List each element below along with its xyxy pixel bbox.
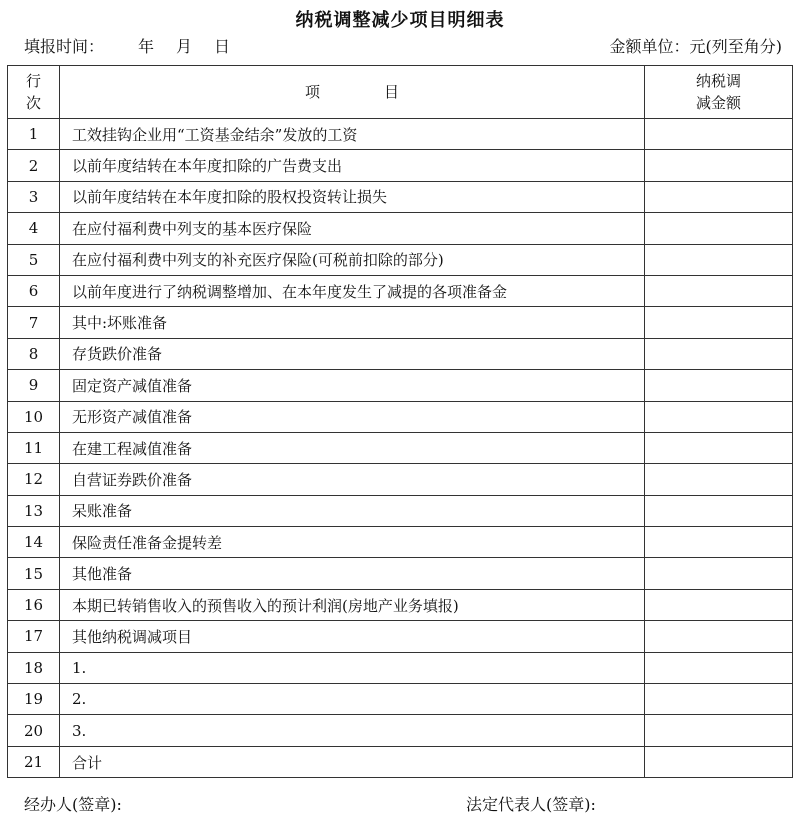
line-no-cell: 9 — [8, 370, 60, 401]
table-row — [8, 684, 793, 715]
item-cell: 其他准备 — [60, 558, 645, 589]
item-cell: 合计 — [60, 746, 645, 777]
line-no-cell: 5 — [8, 244, 60, 275]
amount-cell[interactable] — [645, 652, 793, 683]
table-row — [8, 715, 793, 746]
amount-cell[interactable] — [645, 307, 793, 338]
item-cell: 本期已转销售收入的预售收入的预计利润(房地产业务填报) — [60, 589, 645, 620]
item-cell: 3. — [60, 715, 645, 746]
detail-table — [7, 65, 793, 778]
item-cell: 保险责任准备金提转差 — [60, 527, 645, 558]
line-no-cell: 13 — [8, 495, 60, 526]
item-cell: 其中:坏账准备 — [60, 307, 645, 338]
table-row — [8, 652, 793, 683]
amount-cell[interactable] — [645, 464, 793, 495]
table-row — [8, 370, 793, 401]
line-no-cell: 7 — [8, 307, 60, 338]
item-cell: 自营证券跌价准备 — [60, 464, 645, 495]
amount-cell[interactable] — [645, 275, 793, 306]
table-row — [8, 621, 793, 652]
item-cell: 2. — [60, 684, 645, 715]
amount-cell[interactable] — [645, 527, 793, 558]
fill-date-year: 年 — [138, 37, 155, 56]
table-row — [8, 401, 793, 432]
item-cell: 在应付福利费中列支的基本医疗保险 — [60, 213, 645, 244]
amount-cell[interactable] — [645, 621, 793, 652]
amount-cell[interactable] — [645, 558, 793, 589]
header-amount: 纳税调 减金额 — [645, 66, 793, 119]
page-title: 纳税调整减少项目明细表 — [295, 10, 505, 31]
table-row — [8, 181, 793, 212]
item-cell: 固定资产减值准备 — [60, 370, 645, 401]
table-header-row — [8, 66, 793, 119]
fill-date-month: 月 — [176, 37, 193, 56]
amount-cell[interactable] — [645, 401, 793, 432]
table-row — [8, 495, 793, 526]
handler-signature: 经办人(签章): — [24, 795, 122, 814]
item-cell: 在建工程减值准备 — [60, 432, 645, 463]
line-no-cell: 10 — [8, 401, 60, 432]
item-cell: 以前年度结转在本年度扣除的广告费支出 — [60, 150, 645, 181]
line-no-cell: 3 — [8, 181, 60, 212]
item-cell: 其他纳税调减项目 — [60, 621, 645, 652]
line-no-cell: 15 — [8, 558, 60, 589]
amount-cell[interactable] — [645, 495, 793, 526]
amount-cell[interactable] — [645, 244, 793, 275]
item-cell: 无形资产减值准备 — [60, 401, 645, 432]
header-line-no: 行 次 — [8, 66, 60, 119]
amount-cell[interactable] — [645, 338, 793, 369]
item-cell: 工效挂钩企业用“工资基金结余”发放的工资 — [60, 119, 645, 150]
amount-cell[interactable] — [645, 746, 793, 777]
table-row — [8, 213, 793, 244]
fill-date-day: 日 — [214, 37, 231, 56]
amount-cell[interactable] — [645, 684, 793, 715]
line-no-cell: 6 — [8, 275, 60, 306]
line-no-cell: 17 — [8, 621, 60, 652]
table-row — [8, 432, 793, 463]
line-no-cell: 11 — [8, 432, 60, 463]
fill-date-label: 填报时间： — [24, 37, 105, 56]
item-cell: 1. — [60, 652, 645, 683]
item-cell: 以前年度结转在本年度扣除的股权投资转让损失 — [60, 181, 645, 212]
amount-cell[interactable] — [645, 150, 793, 181]
table-row — [8, 589, 793, 620]
line-no-cell: 1 — [8, 119, 60, 150]
line-no-cell: 12 — [8, 464, 60, 495]
line-no-cell: 14 — [8, 527, 60, 558]
table-row — [8, 275, 793, 306]
line-no-cell: 4 — [8, 213, 60, 244]
amount-cell[interactable] — [645, 715, 793, 746]
table-row — [8, 558, 793, 589]
amount-cell[interactable] — [645, 213, 793, 244]
legal-rep-signature: 法定代表人(签章): — [466, 795, 596, 814]
amount-cell[interactable] — [645, 370, 793, 401]
table-row — [8, 150, 793, 181]
line-no-cell: 19 — [8, 684, 60, 715]
line-no-cell: 16 — [8, 589, 60, 620]
line-no-cell: 2 — [8, 150, 60, 181]
amount-cell[interactable] — [645, 589, 793, 620]
table-row — [8, 464, 793, 495]
table-row — [8, 307, 793, 338]
line-no-cell: 20 — [8, 715, 60, 746]
item-cell: 以前年度进行了纳税调整增加、在本年度发生了减提的各项准备金 — [60, 275, 645, 306]
line-no-cell: 18 — [8, 652, 60, 683]
amount-cell[interactable] — [645, 432, 793, 463]
table-row — [8, 527, 793, 558]
fill-date — [24, 34, 230, 57]
table-row — [8, 746, 793, 777]
amount-unit: 金额单位：元(列至角分) — [609, 37, 782, 56]
line-no-cell: 21 — [8, 746, 60, 777]
table-row — [8, 338, 793, 369]
table-row — [8, 244, 793, 275]
table-row — [8, 119, 793, 150]
item-cell: 在应付福利费中列支的补充医疗保险(可税前扣除的部分) — [60, 244, 645, 275]
header-item: 项目 — [60, 66, 645, 119]
item-cell: 存货跌价准备 — [60, 338, 645, 369]
amount-cell[interactable] — [645, 119, 793, 150]
line-no-cell: 8 — [8, 338, 60, 369]
item-cell: 呆账准备 — [60, 495, 645, 526]
amount-cell[interactable] — [645, 181, 793, 212]
